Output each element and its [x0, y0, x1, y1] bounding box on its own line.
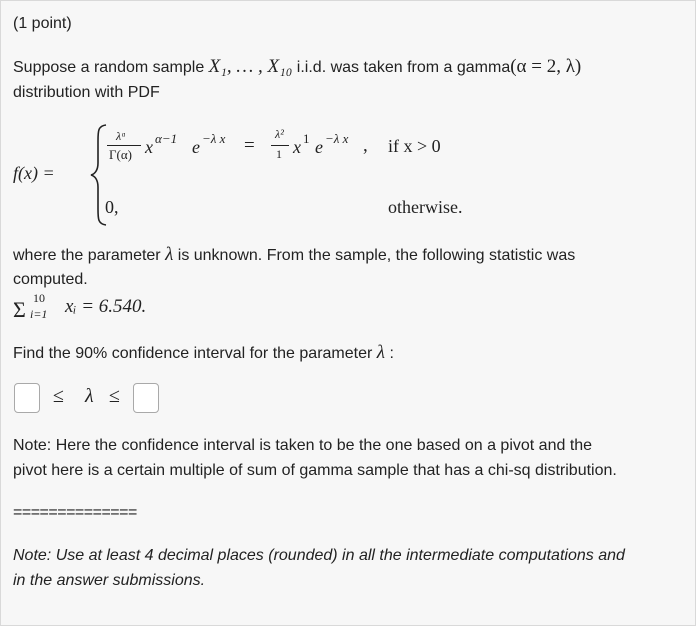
- term1-base: x: [145, 137, 153, 157]
- sum-lower-limit: i=1: [30, 307, 48, 321]
- case1-comma: ,: [363, 135, 368, 156]
- sample-math: X₁, … , X₁₀: [208, 56, 293, 77]
- frac1-bar: [107, 145, 141, 146]
- leq-sign-1: ≤: [53, 385, 64, 407]
- where-text-2: is unknown. From the sample, the following statistic was: [173, 247, 576, 264]
- points-label: (1 point): [13, 15, 72, 32]
- exp2-base: e: [315, 137, 323, 157]
- frac2-numerator: λ²: [275, 127, 284, 141]
- pdf-lhs: f(x) =: [13, 163, 55, 183]
- frac2-bar: [271, 145, 289, 146]
- term2-exponent: 1: [303, 131, 310, 146]
- question-text: Suppose a random sample: [13, 59, 209, 76]
- find-colon: :: [385, 345, 394, 362]
- find-text: Find the 90% confidence interval for the parameter: [13, 345, 377, 362]
- lambda-symbol: λ: [165, 244, 174, 265]
- upper-bound-input[interactable]: [133, 383, 159, 413]
- question-text-2: i.i.d. was taken from a gamma: [292, 59, 511, 76]
- frac2-denominator: 1: [276, 147, 282, 161]
- where-text: where the parameter: [13, 247, 166, 264]
- exp1-base: e: [192, 137, 200, 157]
- frac1-denominator: Γ(α): [109, 147, 132, 162]
- case2-value: 0,: [105, 197, 119, 217]
- where-line-1: [13, 243, 575, 268]
- lower-bound-input[interactable]: [14, 383, 40, 413]
- note-line-2: pivot here is a certain multiple of sum of gamma sample that has a chi-sq distribution.: [13, 462, 617, 479]
- find-lambda: λ: [376, 342, 385, 363]
- find-instruction: [13, 341, 394, 366]
- case2-condition: otherwise.: [388, 197, 463, 217]
- gamma-params-math: (α = 2, λ): [510, 56, 582, 77]
- exp1-exponent: −λ x: [202, 131, 226, 146]
- sum-body: xᵢ = 6.540.: [65, 296, 147, 317]
- frac1-numerator: λᵅ: [116, 129, 126, 143]
- exp2-exponent: −λ x: [325, 131, 349, 146]
- sum-upper-limit: 10: [33, 291, 45, 305]
- pdf-formula: [13, 123, 693, 233]
- answer-lambda: λ: [85, 385, 94, 407]
- final-note-line-1: Note: Use at least 4 decimal places (rounded) in all the intermediate computations and: [13, 547, 625, 564]
- case1-condition: if x > 0: [388, 136, 441, 156]
- leq-sign-2: ≤: [109, 385, 120, 407]
- sigma-symbol: Σ: [13, 297, 26, 322]
- statistic-formula: [13, 291, 213, 325]
- note-line-1: Note: Here the confidence interval is taken to be the one based on a pivot and the: [13, 437, 593, 454]
- final-note-line-2: in the answer submissions.: [13, 572, 206, 589]
- separator-line: ==============: [13, 504, 137, 521]
- question-line-1: [13, 55, 581, 80]
- where-line-2: computed.: [13, 271, 88, 288]
- term2-base: x: [293, 137, 301, 157]
- question-line-2: distribution with PDF: [13, 84, 160, 101]
- equals-sign: =: [244, 135, 255, 156]
- term1-exponent: α−1: [155, 131, 178, 146]
